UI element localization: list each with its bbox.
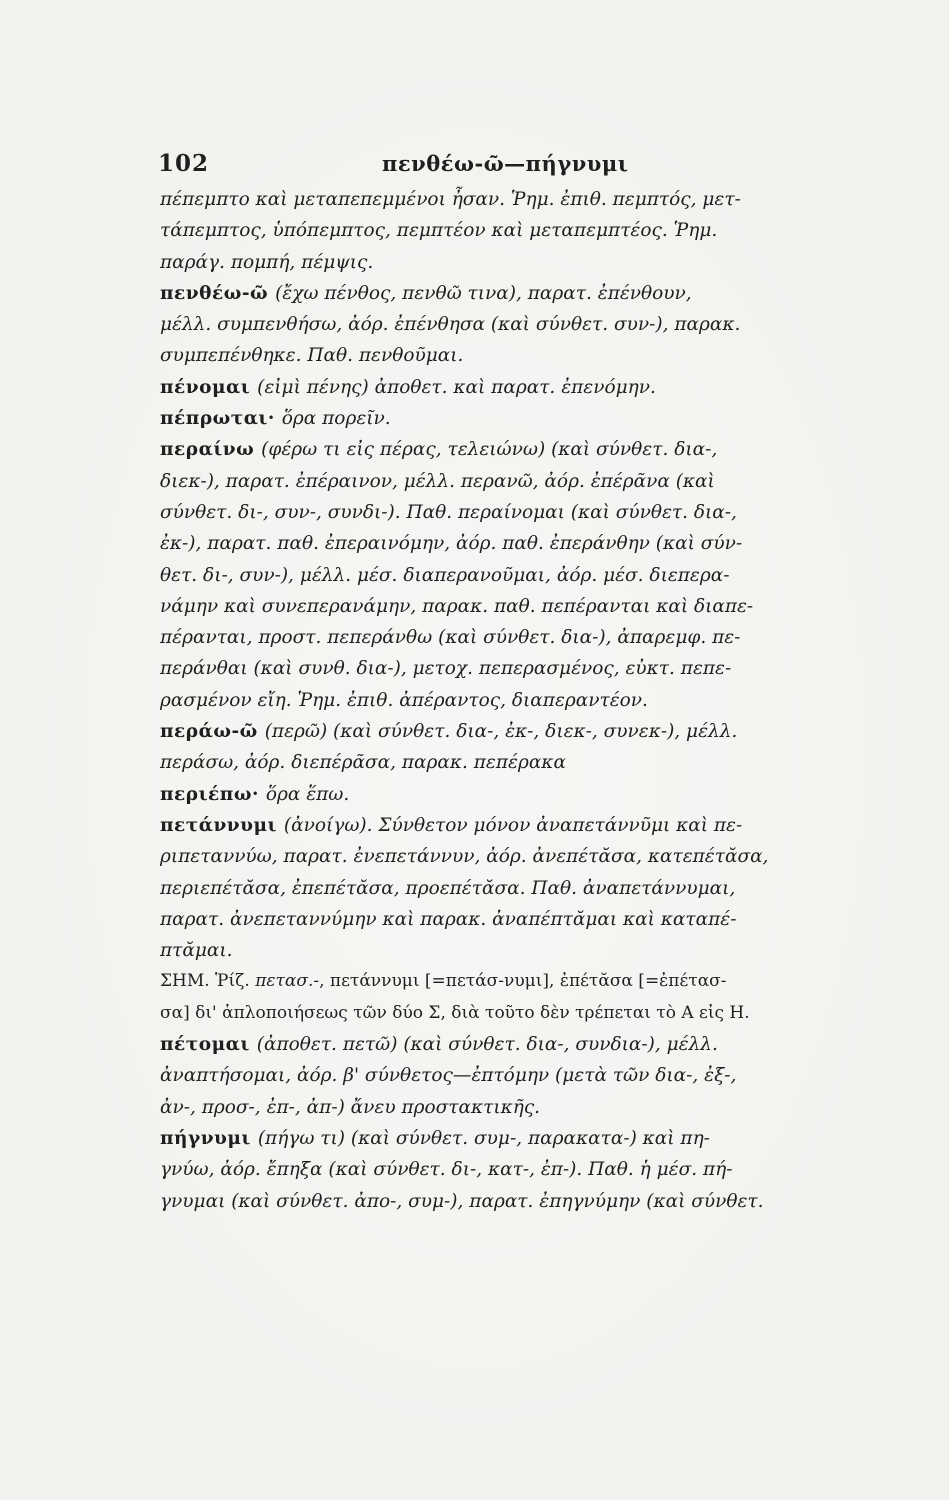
entry-text: πέπεμπτο καὶ μεταπεπεμμένοι ἦσαν. Ῥημ. ἐπιθ. πεμπτός, μετ- <box>160 189 741 210</box>
text-line <box>160 434 895 465</box>
text-line <box>160 403 895 434</box>
body-text <box>160 184 895 1217</box>
lemma-headword: περιέπω· <box>160 783 266 805</box>
text-line <box>160 1123 895 1154</box>
entry-text: ἐκ-), παρατ. παθ. ἐπεραινόμην, ἀόρ. παθ. ἐπεράνθην (καὶ σύν- <box>160 533 743 555</box>
entry-text: ὅρα πορεῖν. <box>281 408 391 430</box>
text-line <box>160 1186 895 1217</box>
text-line <box>160 966 895 997</box>
entry-text: ὅρα ἕπω. <box>265 783 350 805</box>
note-text: , πετάννυμι [=πετάσ-νυμι], ἐπέτᾰσα [=ἐπέτασ- <box>319 971 727 992</box>
entry-text: παράγ. πομπή, πέμψις. <box>160 251 374 273</box>
entry-text: (περῶ) (καὶ σύνθετ. δια-, ἐκ-, διεκ-, συνεκ-), μέλλ. <box>264 721 738 743</box>
entry-text: ρασμένον εἴη. Ῥημ. ἐπιθ. ἀπέραντος, διαπεραντέον. <box>160 689 648 711</box>
entry-text: (ἔχω πένθος, πενθῶ τινα), παρατ. ἐπένθουν, <box>275 282 692 304</box>
text-line <box>160 779 895 810</box>
text-line <box>160 810 895 841</box>
entry-text: (πήγω τι) (καὶ σύνθετ. συμ-, παρακατα-) καὶ πη- <box>257 1127 710 1149</box>
text-line <box>160 653 895 684</box>
lemma-headword: περάω-ῶ <box>160 721 265 743</box>
text-line <box>160 1154 895 1185</box>
text-line <box>160 1092 895 1123</box>
entry-text: παρατ. ἀνεπεταννύμην καὶ παρακ. ἀναπέπτᾰμαι καὶ καταπέ- <box>160 908 737 930</box>
lemma-headword: πήγνυμι <box>160 1127 258 1149</box>
entry-text: πέρανται, προστ. πεπεράνθω (καὶ σύνθετ. δια-), ἀπαρεμφ. πε- <box>160 627 741 649</box>
lemma-headword: πετάννυμι <box>160 814 284 836</box>
text-line <box>160 904 895 935</box>
entry-text: περιεπέτᾰσα, ἐπεπέτᾰσα, προεπέτᾰσα. Παθ. ἀναπετάννυμαι, <box>160 877 736 899</box>
page-number: 102 <box>158 150 210 177</box>
text-line <box>160 716 895 747</box>
text-line <box>160 685 895 716</box>
entry-text: σύνθετ. δι-, συν-, συνδι-). Παθ. περαίνομαι (καὶ σύνθετ. δια-, <box>160 501 737 523</box>
entry-text: τάπεμπτος, ὑπόπεμπτος, πεμπτέον καὶ μεταπεμπτέος. Ῥημ. <box>160 220 718 242</box>
entry-text: ἀναπτήσομαι, ἀόρ. β' σύνθετος—ἐπτόμην (μετὰ τῶν δια-, ἐξ-, <box>160 1065 737 1087</box>
entry-text: περάνθαι (καὶ συνθ. δια-), μετοχ. πεπερασμένος, εὐκτ. πεπε- <box>160 658 732 680</box>
lemma-headword: πέτομαι <box>160 1034 257 1056</box>
text-line <box>160 215 895 246</box>
entry-text: (ἀνοίγω). Σύνθετον μόνον ἀναπετάννῦμι καὶ πε- <box>283 814 743 836</box>
lemma-headword: περαίνω <box>160 439 262 461</box>
lemma-headword: πενθέω-ῶ <box>160 282 276 304</box>
entry-text: ριπεταννύω, παρατ. ἐνεπετάννυν, ἀόρ. ἀνεπέτᾰσα, κατεπέτᾰσα, <box>160 846 769 868</box>
text-line <box>160 622 895 653</box>
text-line <box>160 497 895 528</box>
text-line <box>160 560 895 591</box>
text-line <box>160 247 895 278</box>
entry-text: πτᾰμαι. <box>160 940 233 962</box>
text-line <box>160 873 895 904</box>
text-line <box>160 278 895 309</box>
text-line <box>160 466 895 497</box>
text-line <box>160 591 895 622</box>
entry-text: πετασ.- <box>255 971 320 992</box>
text-line <box>160 528 895 559</box>
entry-text: διεκ-), παρατ. ἐπέραινον, μέλλ. περανῶ, ἀόρ. ἐπέρᾶνα (καὶ <box>160 470 715 492</box>
lemma-headword: πένομαι <box>160 376 258 398</box>
entry-text: (εἰμὶ πένης) ἀποθετ. καὶ παρατ. ἐπενόμην. <box>257 376 656 398</box>
text-line <box>160 1060 895 1091</box>
note-text: ΣΗΜ. Ῥίζ. <box>160 971 256 992</box>
text-line <box>160 841 895 872</box>
entry-text: περάσω, ἀόρ. διεπέρᾶσα, παρακ. πεπέρακα <box>160 752 566 774</box>
entry-text: (φέρω τι εἰς πέρας, τελειώνω) (καὶ σύνθετ. δια-, <box>261 439 718 461</box>
note-text: σα] δι' ἁπλοποιήσεως τῶν δύο Σ, διὰ τοῦτο δὲν τρέπεται τὸ Α εἰς Η. <box>160 1002 750 1023</box>
text-line <box>160 935 895 966</box>
text-line <box>160 184 895 215</box>
text-line <box>160 1029 895 1060</box>
entry-text: θετ. δι-, συν-), μέλλ. μέσ. διαπερανοῦμαι, ἀόρ. μέσ. διεπερα- <box>160 564 730 586</box>
text-line <box>160 747 895 778</box>
running-head: πενθέω-ῶ—πήγνυμι <box>382 151 629 176</box>
entry-text: γνύω, ἀόρ. ἔπηξα (καὶ σύνθετ. δι-, κατ-, ἐπ-). Παθ. ἡ μέσ. πή- <box>160 1159 733 1181</box>
entry-text: μέλλ. συμπενθήσω, ἀόρ. ἐπένθησα (καὶ σύνθετ. συν-), παρακ. <box>160 314 741 336</box>
page-header <box>158 150 878 180</box>
entry-text: συμπεπένθηκε. Παθ. πενθοῦμαι. <box>160 345 464 367</box>
entry-text: νάμην καὶ συνεπερανάμην, παρακ. παθ. πεπέρανται καὶ διαπε- <box>160 595 754 617</box>
entry-text: (ἀποθετ. πετῶ) (καὶ σύνθετ. δια-, συνδια-), μέλλ. <box>256 1034 718 1056</box>
entry-text: γνυμαι (καὶ σύνθετ. ἀπο-, συμ-), παρατ. ἐπηγνύμην (καὶ σύνθετ. <box>160 1190 764 1212</box>
text-line <box>160 340 895 371</box>
entry-text: ἀν-, προσ-, ἐπ-, ἀπ-) ἄνευ προστακτικῆς. <box>160 1096 541 1118</box>
text-line <box>160 998 895 1029</box>
lemma-headword: πέπρωται· <box>160 408 282 430</box>
text-line <box>160 372 895 403</box>
text-line <box>160 309 895 340</box>
